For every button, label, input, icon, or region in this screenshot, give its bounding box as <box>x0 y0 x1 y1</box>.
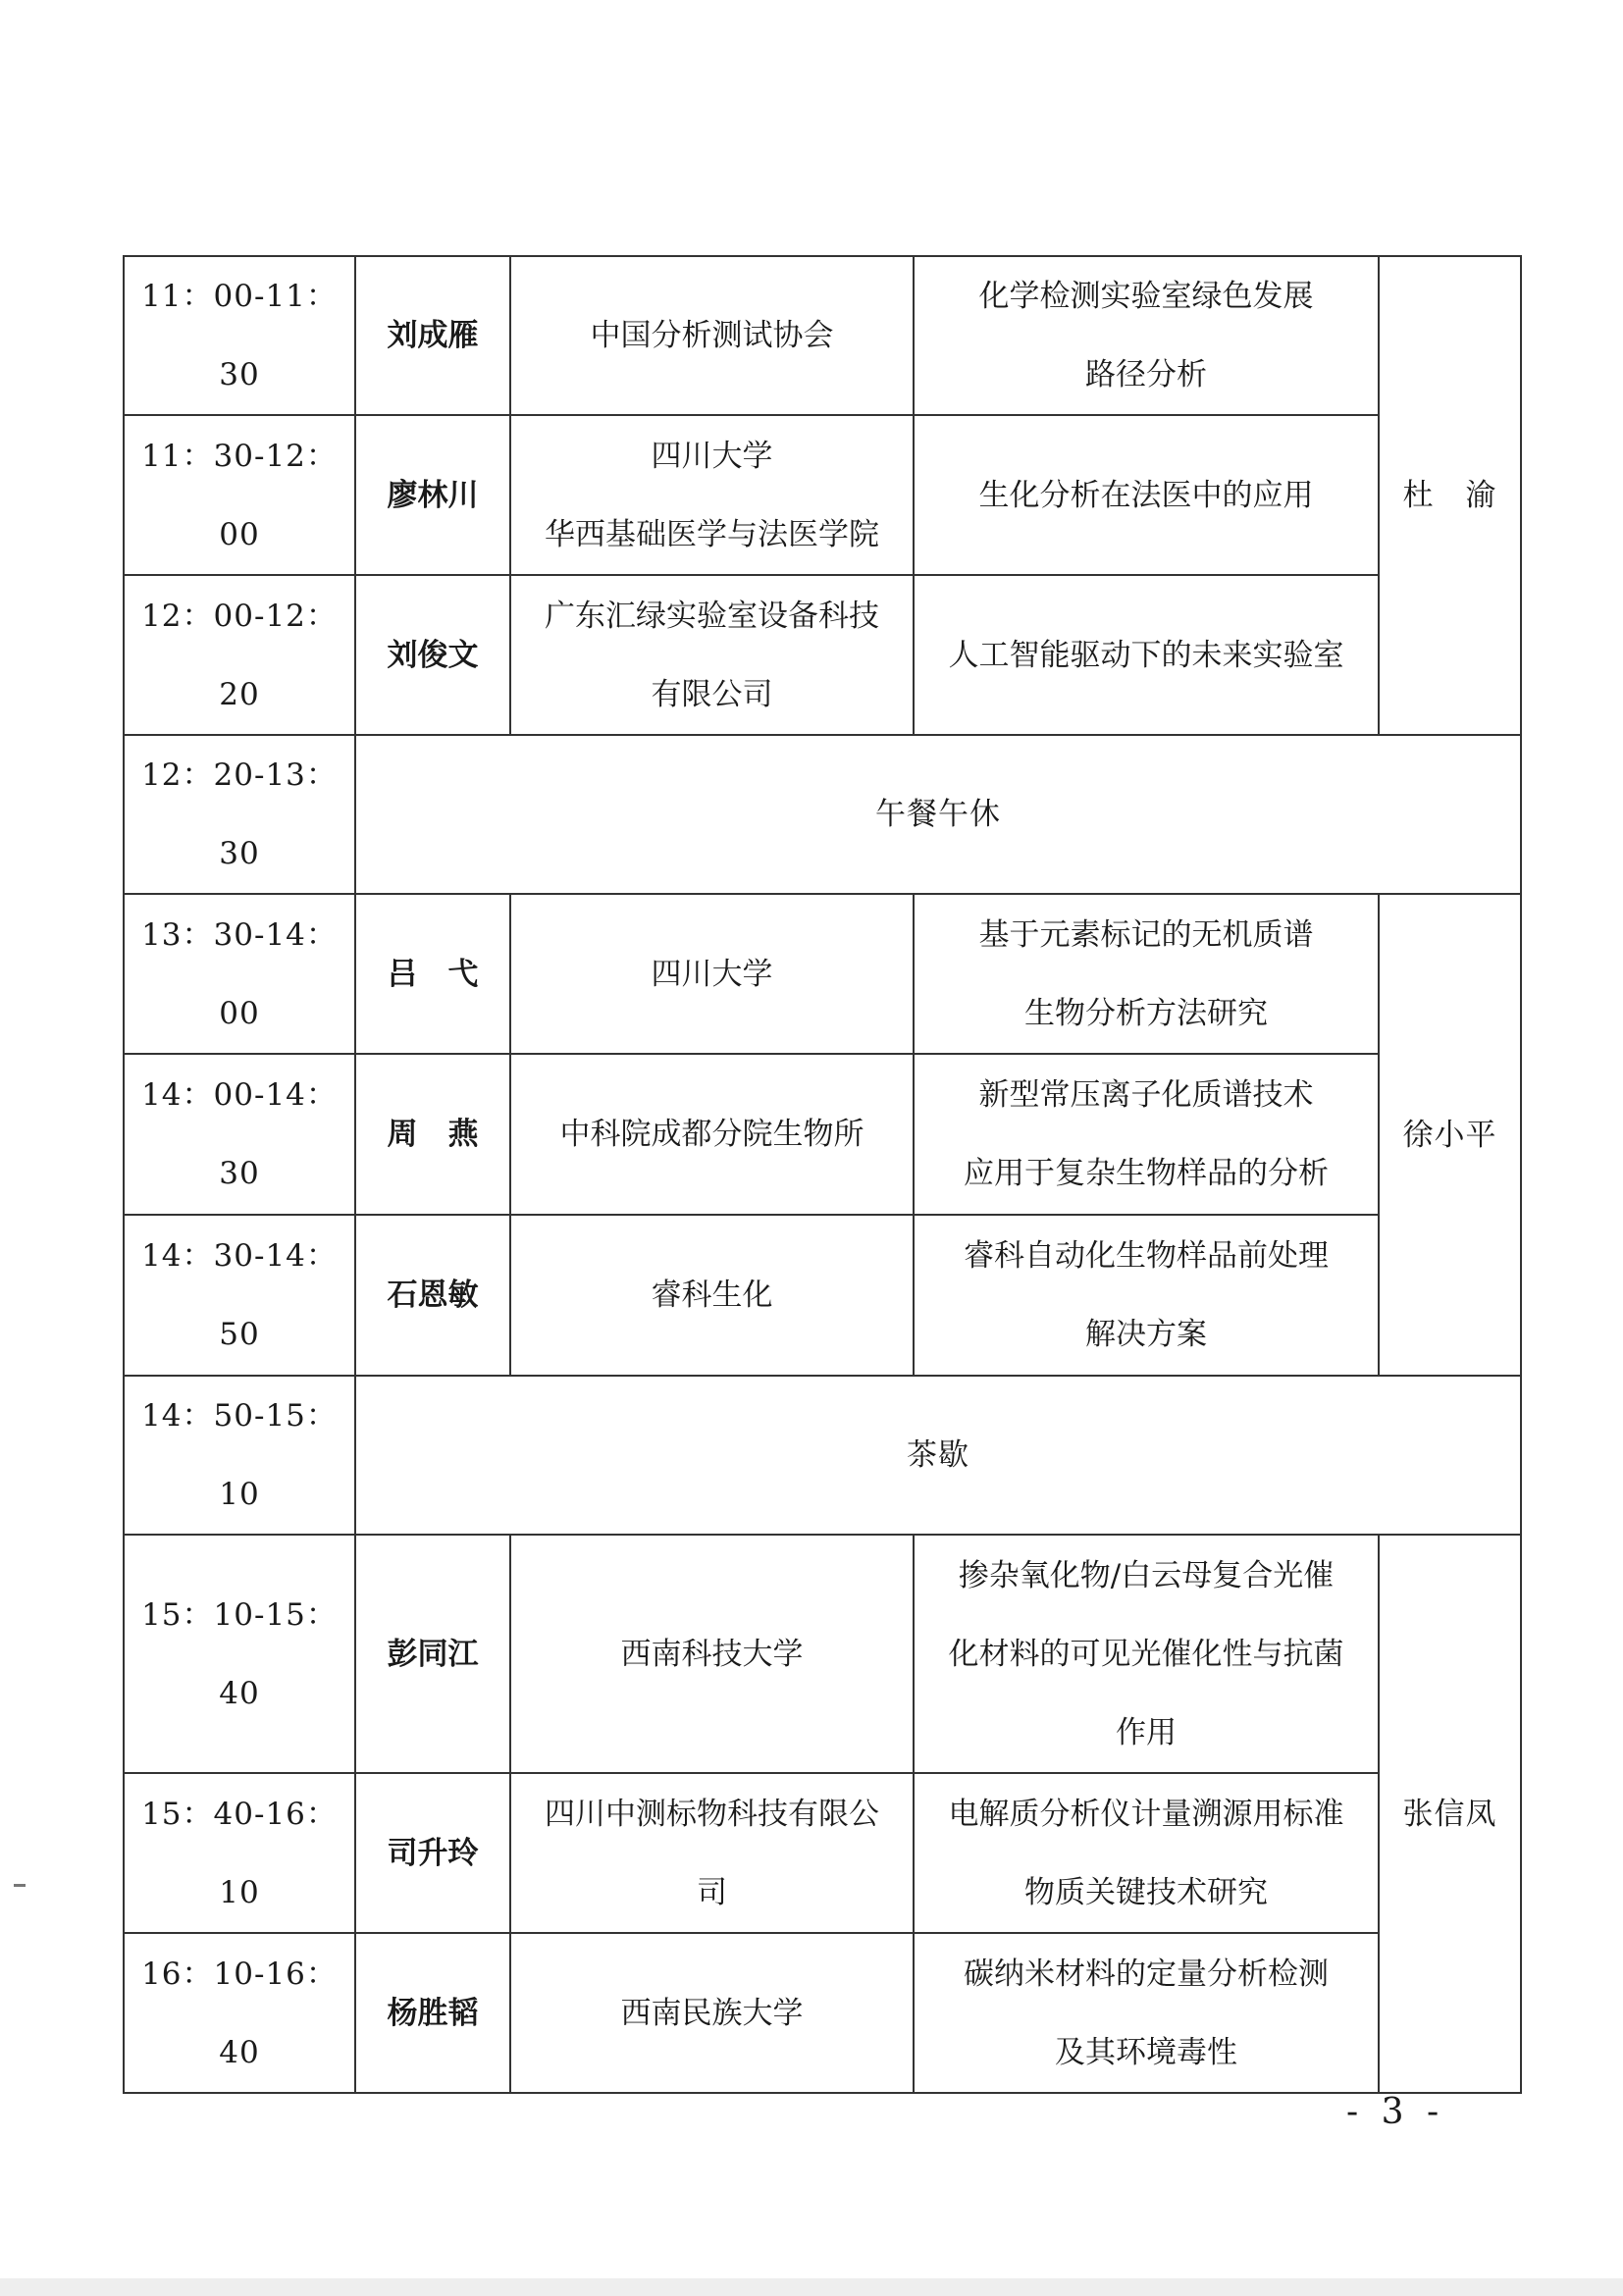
speaker-cell: 刘俊文 <box>355 575 510 735</box>
table-row <box>124 1773 1521 1933</box>
institution-cell <box>510 1933 914 2093</box>
time-cell: 11：30-12：00 <box>124 415 355 575</box>
time-cell: 13：30-14：00 <box>124 894 355 1054</box>
topic-text: 掺杂氧化物/白云母复合光催 化材料的可见光催化性与抗菌 作用 <box>948 1557 1344 1750</box>
page-number: - 3 - <box>1346 2092 1445 2132</box>
institution-cell <box>510 415 914 575</box>
topic-text: 生化分析在法医中的应用 <box>978 477 1314 513</box>
table-row <box>124 1535 1521 1773</box>
time-cell: 12：20-13：30 <box>124 735 355 894</box>
institution-cell <box>510 1054 914 1215</box>
speaker-cell: 杨胜韬 <box>355 1933 510 2093</box>
speaker-cell: 廖林川 <box>355 415 510 575</box>
institution-cell <box>510 256 914 415</box>
topic-text: 电解质分析仪计量溯源用标准 物质关键技术研究 <box>948 1796 1344 1910</box>
topic-cell <box>914 415 1379 575</box>
break-cell: 午餐午休 <box>355 735 1521 894</box>
topic-text: 人工智能驱动下的未来实验室 <box>948 637 1344 673</box>
institution-text: 广东汇绿实验室设备科技 有限公司 <box>545 598 879 712</box>
institution-text: 睿科生化 <box>651 1278 773 1313</box>
topic-cell <box>914 1773 1379 1933</box>
time-cell: 15：40-16：10 <box>124 1773 355 1933</box>
institution-text: 四川大学 <box>651 956 773 992</box>
topic-text: 新型常压离子化质谱技术 应用于复杂生物样品的分析 <box>964 1077 1329 1191</box>
institution-cell <box>510 1535 914 1773</box>
moderator-cell: 徐小平 <box>1379 894 1521 1376</box>
institution-cell <box>510 894 914 1054</box>
institution-cell <box>510 575 914 735</box>
topic-text: 化学检测实验室绿色发展 路径分析 <box>978 279 1314 392</box>
topic-text: 睿科自动化生物样品前处理 解决方案 <box>964 1238 1329 1352</box>
break-cell: 茶歇 <box>355 1376 1521 1535</box>
topic-text: 碳纳米材料的定量分析检测 及其环境毒性 <box>964 1956 1329 2070</box>
table-row <box>124 1054 1521 1215</box>
institution-cell <box>510 1773 914 1933</box>
topic-text: 基于元素标记的无机质谱 生物分析方法研究 <box>978 916 1314 1031</box>
moderator-cell: 张信凤 <box>1379 1535 1521 2093</box>
table-row <box>124 1933 1521 2093</box>
institution-text: 中科院成都分院生物所 <box>559 1117 864 1152</box>
time-cell: 14：50-15：10 <box>124 1376 355 1535</box>
institution-cell <box>510 1215 914 1376</box>
time-cell: 15：10-15：40 <box>124 1535 355 1773</box>
table-row <box>124 1376 1521 1535</box>
page-bottom-strip <box>0 2278 1623 2296</box>
topic-cell <box>914 1933 1379 2093</box>
speaker-cell: 石恩敏 <box>355 1215 510 1376</box>
topic-cell <box>914 1054 1379 1215</box>
table-row <box>124 415 1521 575</box>
topic-cell <box>914 256 1379 415</box>
institution-text: 西南科技大学 <box>620 1636 804 1672</box>
table-row <box>124 735 1521 894</box>
topic-cell <box>914 1215 1379 1376</box>
time-cell: 11：00-11：30 <box>124 256 355 415</box>
time-cell: 12：00-12：20 <box>124 575 355 735</box>
institution-text: 四川中测标物科技有限公 司 <box>545 1796 879 1910</box>
institution-text: 四川大学 华西基础医学与法医学院 <box>545 438 879 552</box>
speaker-cell: 周 燕 <box>355 1054 510 1215</box>
institution-text: 西南民族大学 <box>620 1995 804 2031</box>
margin-mark <box>14 1884 26 1887</box>
speaker-cell: 吕 弋 <box>355 894 510 1054</box>
moderator-cell: 杜 渝 <box>1379 256 1521 735</box>
topic-cell <box>914 575 1379 735</box>
table-row <box>124 1215 1521 1376</box>
schedule-table <box>123 255 1522 2094</box>
speaker-cell: 刘成雁 <box>355 256 510 415</box>
speaker-cell: 彭同江 <box>355 1535 510 1773</box>
table-row <box>124 575 1521 735</box>
table-row <box>124 894 1521 1054</box>
institution-text: 中国分析测试协会 <box>590 318 834 353</box>
time-cell: 14：00-14：30 <box>124 1054 355 1215</box>
time-cell: 14：30-14：50 <box>124 1215 355 1376</box>
table-row <box>124 256 1521 415</box>
topic-cell <box>914 1535 1379 1773</box>
speaker-cell: 司升玲 <box>355 1773 510 1933</box>
time-cell: 16：10-16：40 <box>124 1933 355 2093</box>
topic-cell <box>914 894 1379 1054</box>
